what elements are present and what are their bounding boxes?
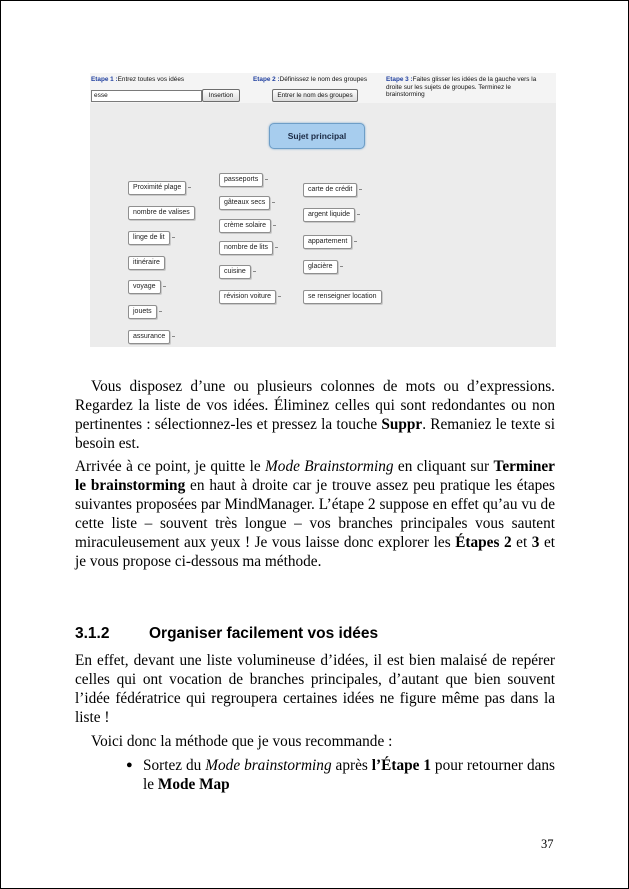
- idea-item[interactable]: jouets: [128, 305, 157, 319]
- idea-input[interactable]: esse: [91, 90, 202, 102]
- idea-item[interactable]: carte de crédit: [303, 183, 357, 197]
- step1-label: Etape 1 :Entrez toutes vos idées: [91, 76, 185, 83]
- step2-label: Etape 2 :Définissez le nom des groupes: [253, 76, 368, 83]
- idea-item[interactable]: se renseigner location: [303, 290, 382, 304]
- group-name-button[interactable]: Entrer le nom des groupes: [272, 89, 358, 102]
- idea-item[interactable]: linge de lit: [128, 231, 170, 245]
- idea-item[interactable]: appartement: [303, 235, 352, 249]
- central-subject-topic[interactable]: Sujet principal: [269, 123, 365, 149]
- idea-item[interactable]: cuisine: [219, 265, 251, 279]
- idea-item[interactable]: révision voiture: [219, 290, 276, 304]
- insert-button[interactable]: Insertion: [202, 89, 240, 102]
- idea-item[interactable]: passeports: [219, 173, 263, 187]
- idea-item[interactable]: nombre de lits: [219, 241, 273, 255]
- idea-item[interactable]: gâteaux secs: [219, 196, 270, 210]
- idea-item[interactable]: Proximité plage: [128, 181, 186, 195]
- idea-item[interactable]: argent liquide: [303, 208, 355, 222]
- idea-item[interactable]: assurance: [128, 330, 170, 344]
- section-heading: 3.1.2 Organiser facilement vos idées: [75, 625, 379, 642]
- paragraph-method-intro: Voici donc la méthode que je vous recommande :: [91, 733, 393, 750]
- paragraph-large-list: En effet, devant une liste volumineuse d’idées, il est bien malaisé de repérer celles qui ont vocation de branches principales, d’autant que bien souvent l’idée fédératrice qui regroupera certaines idées ne figure même pas dans la liste !: [75, 652, 555, 727]
- idea-item[interactable]: voyage: [128, 280, 161, 294]
- bullet-list: [123, 756, 555, 794]
- bullet-icon: ●: [126, 759, 133, 771]
- brainstorm-screenshot: [90, 73, 556, 347]
- idea-item[interactable]: nombre de valises: [128, 206, 195, 220]
- idea-item[interactable]: glacière: [303, 260, 338, 274]
- step3-label: Etape 3 :Faites glisser les idées de la gauche vers la droite sur les sujets de groupes. Terminez le brainstorming: [386, 76, 537, 98]
- idea-item[interactable]: crème solaire: [219, 219, 271, 233]
- paragraph-quit-brainstorming: Arrivée à ce point, je quitte le Mode Brainstorming en cliquant sur Terminer le brainstorming en haut à droite car je trouve assez peu pratique les étapes suivantes proposées par MindManager. L’étape 2 suppose en effet qu’au vu de cette liste – souvent très longue – vos branches principales vous sautent miraculeusement aux yeux ! Je vous laisse donc explorer les Étapes 2 et 3 et je vous propose ci-dessous ma méthode.: [75, 458, 555, 571]
- page-number: 37: [541, 837, 554, 851]
- list-item: ● Sortez du Mode brainstorming après l’Étape 1 pour retourner dans le Mode Map: [126, 757, 555, 794]
- paragraph-review-ideas: Vous disposez d’une ou plusieurs colonnes de mots ou d’expressions. Regardez la liste de vos idées. Éliminez celles qui sont redondantes ou non pertinentes : sélectionnez-les et pressez la touche Suppr. Remaniez le texte si besoin est.: [75, 378, 556, 453]
- idea-item[interactable]: itinéraire: [128, 256, 165, 270]
